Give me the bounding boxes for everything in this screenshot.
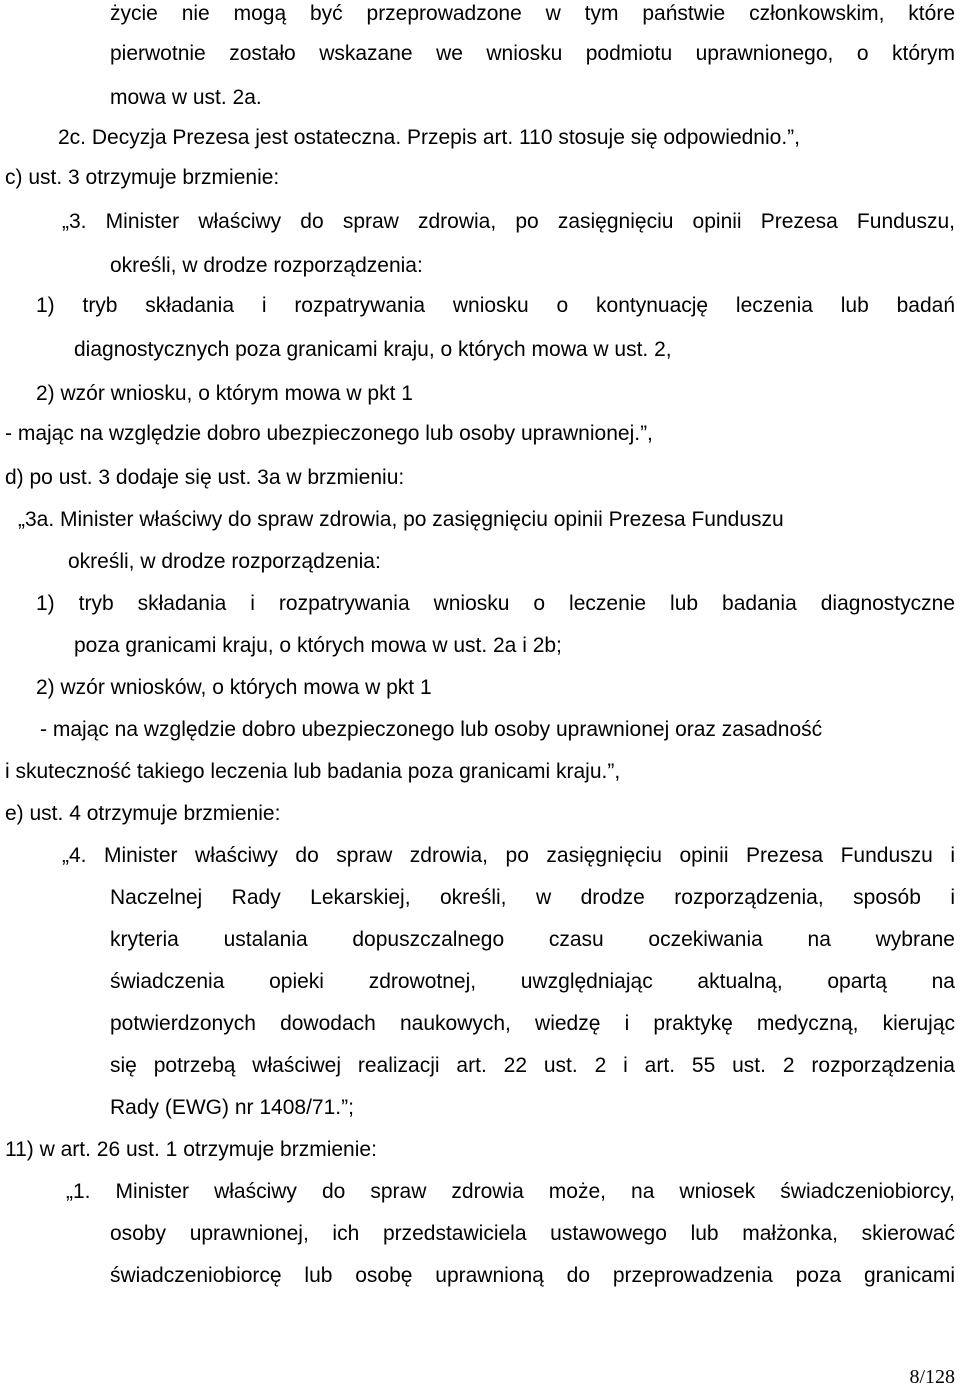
text-line: świadczenia opieki zdrowotnej, uwzględniając aktualną, opartą na xyxy=(110,970,955,993)
text-line: i skuteczność takiego leczenia lub badania poza granicami kraju.”, xyxy=(5,760,621,783)
text-line: osoby uprawnionej, ich przedstawiciela ustawowego lub małżonka, skierować xyxy=(110,1222,955,1245)
text-line: - mając na względzie dobro ubezpieczonego lub osoby uprawnionej oraz zasadność xyxy=(40,718,823,741)
text-line: c) ust. 3 otrzymuje brzmienie: xyxy=(5,166,280,189)
text-line: 1) tryb składania i rozpatrywania wniosku o kontynuację leczenia lub badań xyxy=(36,294,955,317)
text-line: poza granicami kraju, o których mowa w ust. 2a i 2b; xyxy=(74,634,562,657)
text-line: świadczeniobiorcę lub osobę uprawnioną do przeprowadzenia poza granicami xyxy=(110,1264,955,1287)
text-line: pierwotnie zostało wskazane we wniosku podmiotu uprawnionego, o którym xyxy=(110,42,955,65)
text-line: d) po ust. 3 dodaje się ust. 3a w brzmieniu: xyxy=(5,466,405,489)
text-line: 2c. Decyzja Prezesa jest ostateczna. Przepis art. 110 stosuje się odpowiednio.”, xyxy=(58,126,800,149)
text-line: e) ust. 4 otrzymuje brzmienie: xyxy=(5,802,281,825)
text-line: „3. Minister właściwy do spraw zdrowia, po zasięgnięciu opinii Prezesa Funduszu, xyxy=(62,210,955,233)
text-line: „3a. Minister właściwy do spraw zdrowia, po zasięgnięciu opinii Prezesa Funduszu xyxy=(18,508,784,531)
text-line: - mając na względzie dobro ubezpieczonego lub osoby uprawnionej.”, xyxy=(5,422,653,445)
text-line: „1. Minister właściwy do spraw zdrowia może, na wniosek świadczeniobiorcy, xyxy=(66,1180,955,1203)
text-line: diagnostycznych poza granicami kraju, o których mowa w ust. 2, xyxy=(74,338,672,361)
text-line: mowa w ust. 2a. xyxy=(110,86,262,109)
text-line: Naczelnej Rady Lekarskiej, określi, w drodze rozporządzenia, sposób i xyxy=(110,886,955,909)
text-line: życie nie mogą być przeprowadzone w tym państwie członkowskim, które xyxy=(110,2,955,25)
text-line: 2) wzór wniosku, o którym mowa w pkt 1 xyxy=(36,382,413,405)
text-line: 2) wzór wniosków, o których mowa w pkt 1 xyxy=(36,676,432,699)
text-line: „4. Minister właściwy do spraw zdrowia, po zasięgnięciu opinii Prezesa Funduszu i xyxy=(62,844,955,867)
text-line: określi, w drodze rozporządzenia: xyxy=(68,550,381,573)
text-line: się potrzebą właściwej realizacji art. 22 ust. 2 i art. 55 ust. 2 rozporządzenia xyxy=(110,1054,955,1077)
text-line: potwierdzonych dowodach naukowych, wiedzę i praktykę medyczną, kierując xyxy=(110,1012,955,1035)
text-line: określi, w drodze rozporządzenia: xyxy=(110,254,423,277)
page-number: 8/128 xyxy=(909,1366,955,1388)
text-line: Rady (EWG) nr 1408/71.”; xyxy=(110,1096,354,1119)
text-line: 11) w art. 26 ust. 1 otrzymuje brzmienie: xyxy=(5,1138,377,1161)
text-line: kryteria ustalania dopuszczalnego czasu oczekiwania na wybrane xyxy=(110,928,955,951)
text-line: 1) tryb składania i rozpatrywania wniosku o leczenie lub badania diagnostyczne xyxy=(36,592,955,615)
